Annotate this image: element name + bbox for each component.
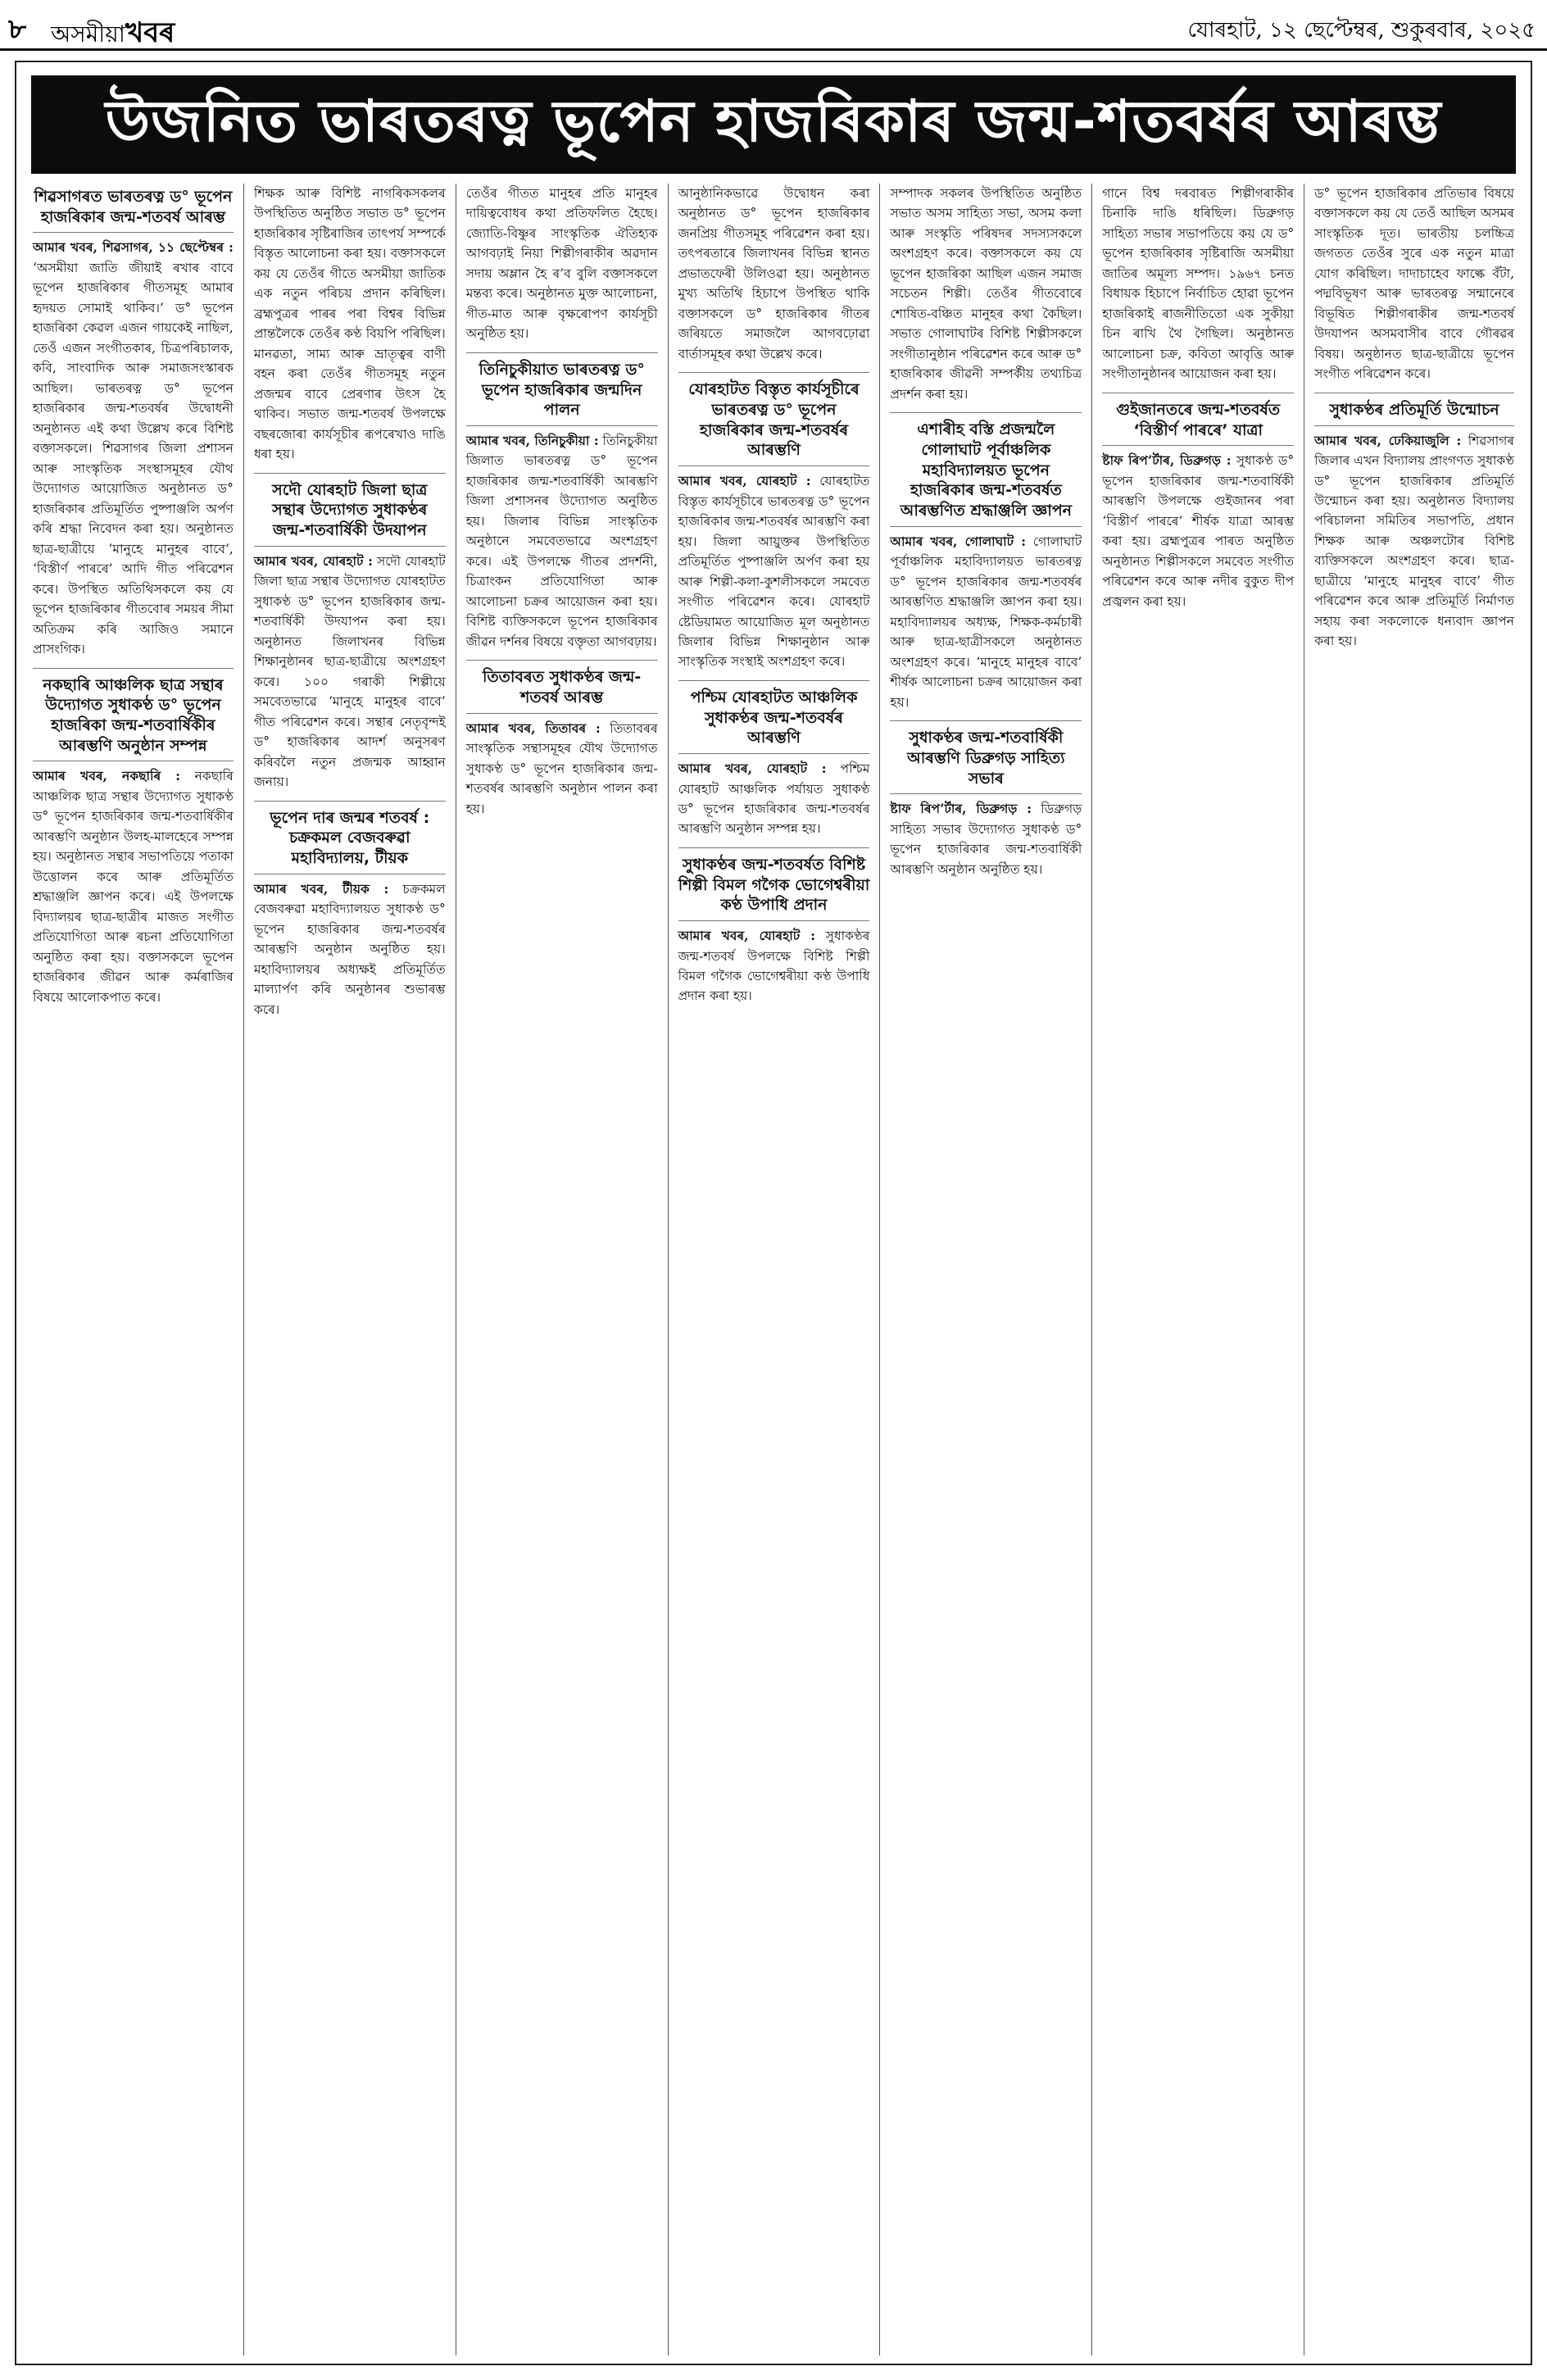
story-text: শিৱসাগৰ জিলাৰ এখন বিদ্যালয় প্ৰাংগণত সুধাকণ্ঠ ড° ভূপেন হাজৰিকাৰ প্ৰতিমূৰ্তি উন্মোচন কৰা হয়। অনুষ্ঠানত বিদ্যালয় পৰিচালনা সমিতিৰ সভাপতি, প্ৰধান শিক্ষক আৰু অঞ্চলটোৰ বিশিষ্ট ব্যক্তিসকলে অংশগ্ৰহণ কৰে। ছাত্ৰ-ছাত্ৰীয়ে ‘মানুহে মানুহৰ বাবে’ গীত পৰিৱেশন কৰে আৰু প্ৰতিমূৰ্তি নিৰ্মাণত সহায় কৰা সকলোকে ধন্যবাদ জ্ঞাপন কৰা হয়।	[1314, 433, 1514, 649]
news-story	[890, 728, 1082, 879]
news-story	[678, 855, 870, 1006]
news-story	[678, 688, 870, 839]
story-body	[33, 238, 234, 659]
news-story	[890, 420, 1082, 712]
article-columns	[31, 184, 1516, 2355]
story-divider	[33, 668, 234, 669]
news-story	[33, 675, 234, 1008]
story-byline: আমাৰ খবৰ, ঢেকিয়াজুলি :	[1314, 432, 1462, 448]
story-body	[1102, 184, 1294, 384]
story-text: গোলাঘাট পূৰ্বাঞ্চলিক মহাবিদ্যালয়ত ভাৰতৰত্ন ড° ভূপেন হাজৰিকাৰ জন্ম-শতবৰ্ষৰ আৰম্ভণিত শ্ৰদ্ধাঞ্জলি জ্ঞাপন কৰা হয়। মহাবিদ্যালয়ৰ অধ্যক্ষ, শিক্ষক-কৰ্মচাৰী আৰু ছাত্ৰ-ছাত্ৰীসকলে অনুষ্ঠানত অংশগ্ৰহণ কৰে। ‘মানুহে মানুহৰ বাবে’ শীৰ্ষক আলোচনা চক্ৰৰ আয়োজন কৰা হয়।	[890, 534, 1082, 710]
story-text: যোৰহাটত বিস্তৃত কাৰ্যসূচীৰে ভাৰতৰত্ন ড° ভূপেন হাজৰিকাৰ জন্ম-শতবৰ্ষৰ আৰম্ভণি কৰা হয়। জিলা আয়ুক্তৰ উপস্থিতিত প্ৰতিমূৰ্তিত পুষ্পাঞ্জলি অৰ্পণ কৰা হয় আৰু শিল্পী-কলা-কুশলীসকলে সমবেত সংগীত পৰিৱেশন কৰে। যোৰহাট ষ্টেডিয়ামত আয়োজিত মূল অনুষ্ঠানত জিলাৰ বিভিন্ন শিক্ষানুষ্ঠান আৰু সাংস্কৃতিক সংস্থাই অংশগ্ৰহণ কৰে।	[678, 474, 870, 670]
story-text: তেওঁৰ গীতত মানুহৰ প্ৰতি মানুহৰ দায়িত্ববোধৰ কথা প্ৰতিফলিত হৈছে। জ্যোতি-বিষ্ণুৰ সাংস্কৃতিক ঐতিহ্যক আগবঢ়াই নিয়া শিল্পীগৰাকীৰ অৱদান সদায় অম্লান হৈ ৰ’ব বুলি বক্তাসকলে মন্তব্য কৰে। অনুষ্ঠানত মুক্ত আলোচনা, গীত-মাত আৰু বৃক্ষৰোপণ কাৰ্যসূচী অনুষ্ঠিত হয়।	[465, 186, 658, 342]
story-body	[678, 759, 870, 839]
story-body	[678, 184, 870, 364]
newspaper-brand	[51, 11, 175, 58]
news-story	[1314, 184, 1514, 384]
page-number: ৮	[8, 13, 27, 46]
story-body	[254, 552, 446, 793]
dateline: যোৰহাট, ১২ ছেপ্টেম্বৰ, শুকুৰবাৰ, ২০২৫	[1187, 18, 1536, 43]
story-body	[466, 184, 658, 344]
story-body	[678, 471, 870, 672]
story-text: তিতাবৰৰ সাংস্কৃতিক সন্থাসমূহৰ যৌথ উদ্যোগত সুধাকণ্ঠ ড° ভূপেন হাজৰিকাৰ জন্ম-শতবৰ্ষৰ আৰম্ভণি অনুষ্ঠান পালন কৰা হয়।	[465, 720, 658, 816]
news-story	[466, 667, 658, 819]
news-column	[668, 184, 880, 2355]
page-header	[0, 0, 1547, 51]
story-text: সুধাকণ্ঠ ড° ভূপেন হাজৰিকাৰ জন্ম-শতবাৰ্ষিকী আৰম্ভণি উপলক্ষে গুইজানৰ পৰা ‘বিস্তীৰ্ণ পাৰৰে’ শীৰ্ষক যাত্ৰা আৰম্ভ কৰা হয়। ব্ৰহ্মপুত্ৰৰ পাৰত অনুষ্ঠিত অনুষ্ঠানত শিল্পীসকলে সমবেত সংগীত পৰিৱেশন কৰে আৰু নদীৰ বুকুত দীপ প্ৰজ্বলন কৰা হয়।	[1102, 453, 1295, 609]
story-headline: তিতাবৰত সুধাকণ্ঠৰ জন্ম-শতবৰ্ষ আৰম্ভ	[466, 667, 658, 713]
story-headline: সুধাকণ্ঠৰ প্ৰতিমূৰ্তি উন্মোচন	[1314, 400, 1514, 426]
news-column	[243, 184, 456, 2355]
story-text: চক্ৰকমল বেজবৰুৱা মহাবিদ্যালয়ত সুধাকণ্ঠ ড° ভূপেন হাজৰিকাৰ জন্ম-শতবৰ্ষৰ আৰম্ভণি অনুষ্ঠান অনুষ্ঠিত হয়। মহাবিদ্যালয়ৰ অধ্যক্ষই প্ৰতিমূৰ্তিত মাল্যাৰ্পণ কৰি অনুষ্ঠানৰ শুভাৰম্ভ কৰে।	[253, 881, 446, 1017]
story-text: তিনিচুকীয়া জিলাত ভাৰতৰত্ন ড° ভূপেন হাজৰিকাৰ জন্ম-শতবাৰ্ষিকী আৰম্ভণি জিলা প্ৰশাসনৰ উদ্যোগত অনুষ্ঠিত হয়। জিলাৰ বিভিন্ন সাংস্কৃতিক অনুষ্ঠানে সমবেতভাৱে অংশগ্ৰহণ কৰে। এই উপলক্ষে গীতৰ প্ৰদৰ্শনী, চিত্ৰাংকন প্ৰতিযোগিতা আৰু আলোচনা চক্ৰৰ আয়োজন কৰা হয়। বিশিষ্ট ব্যক্তিসকলে ভূপেন হাজৰিকাৰ জীৱন দৰ্শনৰ বিষয়ে বক্তৃতা আগবঢ়ায়।	[465, 433, 658, 649]
news-story	[254, 184, 446, 465]
story-body	[890, 799, 1082, 879]
story-headline: সুধাকণ্ঠৰ জন্ম-শতবৰ্ষত বিশিষ্ট শিল্পী বিমল গগৈক ভোগেশ্বৰীয়া কণ্ঠ উপাধি প্ৰদান	[678, 855, 870, 921]
headline-banner	[31, 75, 1516, 174]
story-headline: শিৱসাগৰত ভাৰতৰত্ন ড° ভূপেন হাজৰিকাৰ জন্ম-শতবৰ্ষ আৰম্ভ	[33, 187, 234, 233]
news-story	[678, 379, 870, 672]
story-headline: সুধাকণ্ঠৰ জন্ম-শতবাৰ্ষিকী আৰম্ভণি ডিব্ৰুগড় সাহিত্য সভাৰ	[890, 728, 1082, 794]
story-byline: আমাৰ খবৰ, যোৰহাট :	[678, 473, 811, 489]
news-column	[31, 184, 243, 2355]
story-byline: আমাৰ খবৰ, নকছাৰি :	[33, 768, 181, 784]
story-body	[890, 184, 1082, 404]
story-byline: আমাৰ খবৰ, শিৱসাগৰ, ১১ ছেপ্টেম্বৰ :	[33, 239, 234, 256]
news-story	[254, 480, 446, 793]
story-body	[1314, 184, 1514, 384]
story-byline: ষ্টাফ ৰিপ’ৰ্টাৰ, ডিব্ৰুগড় :	[1102, 452, 1232, 469]
story-divider	[678, 680, 870, 681]
story-byline: আমাৰ খবৰ, তিতাবৰ :	[465, 720, 601, 736]
story-byline: ষ্টাফ ৰিপ’ৰ্টাৰ, ডিব্ৰুগড় :	[890, 801, 1032, 817]
story-text: সুধাকণ্ঠৰ জন্ম-শতবৰ্ষ উপলক্ষে বিশিষ্ট শিল্পী বিমল গগৈক ভোগেশ্বৰীয়া কণ্ঠ উপাধি প্ৰদান কৰা হয়।	[678, 929, 870, 1004]
story-text: আনুষ্ঠানিকভাৱে উদ্বোধন কৰা অনুষ্ঠানত ড° ভূপেন হাজৰিকাৰ জনপ্ৰিয় গীতসমূহ পৰিৱেশন কৰা হয়। তৎপৰতাৰে জিলাখনৰ বিভিন্ন স্থানত প্ৰভাতফেৰী উলিওৱা হয়। অনুষ্ঠানত মুখ্য অতিথি হিচাপে উপস্থিত থাকি বক্তাসকলে ড° হাজৰিকাৰ গীতৰ জৰিয়তে সমাজলৈ আগবঢ়োৱা বাৰ্তাসমূহৰ কথা উল্লেখ কৰে।	[678, 186, 870, 361]
story-headline: নকছাৰি আঞ্চলিক ছাত্ৰ সন্থাৰ উদ্যোগত সুধাকণ্ঠ ড° ভূপেন হাজৰিকা জন্ম-শতবাৰ্ষিকীৰ আৰম্ভণি অনুষ্ঠান সম্পন্ন	[33, 675, 234, 762]
story-divider	[890, 412, 1082, 413]
main-headline: উজনিত ভাৰতৰত্ন ভূপেন হাজৰিকাৰ জন্ম-শতবৰ্ষৰ আৰম্ভ	[105, 87, 1442, 155]
story-text: পশ্চিম যোৰহাট আঞ্চলিক পৰ্যায়ত সুধাকণ্ঠ ড° ভূপেন হাজৰিকাৰ জন্ম-শতবৰ্ষৰ আৰম্ভণি অনুষ্ঠান সম্পন্ন হয়।	[678, 761, 870, 837]
story-headline: ভূপেন দাৰ জন্মৰ শতবৰ্ষ : চক্ৰকমল বেজবৰুৱা মহাবিদ্যালয়, টীয়ক	[254, 808, 446, 874]
story-byline: আমাৰ খবৰ, যোৰহাট :	[253, 552, 373, 569]
news-story	[466, 360, 658, 652]
story-body	[33, 766, 234, 1007]
story-text: ‘অসমীয়া জাতি জীয়াই ৰখাৰ বাবে ভূপেন হাজৰিকাৰ গীতসমূহ আমাৰ হৃদয়ত সোমাই থাকিব।’ ড° ভূপেন হাজৰিকা কেৱল এজন গায়কেই নাছিল, তেওঁ এজন সংগীতকাৰ, চিত্ৰপৰিচালক, কবি, সাংবাদিক আৰু সমাজসংস্কাৰক আছিল। ভাৰতৰত্ন ড° ভূপেন হাজৰিকাৰ জন্ম-শতবৰ্ষৰ উদ্বোধনী অনুষ্ঠানত এই কথা উল্লেখ কৰে বিশিষ্ট বক্তাসকলে। শিৱসাগৰ জিলা প্ৰশাসন আৰু সাংস্কৃতিক সংস্থাসমূহৰ যৌথ উদ্যোগত আয়োজিত অনুষ্ঠানত ড° হাজৰিকাৰ প্ৰতিমূৰ্তিত পুষ্পাঞ্জলি অৰ্পণ কৰি শ্ৰদ্ধা নিবেদন কৰা হয়। অনুষ্ঠানত ছাত্ৰ-ছাত্ৰীয়ে ‘মানুহে মানুহৰ বাবে’, ‘বিস্তীৰ্ণ পাৰৰে’ আদি গীত পৰিৱেশন কৰে। উপস্থিত অতিথিসকলে কয় যে ভূপেন হাজৰিকাৰ গীতবোৰ সময়ৰ সীমা অতিক্ৰম কৰি আজিও সমানে প্ৰাসংগিক।	[33, 260, 234, 657]
story-text: নকছাৰি আঞ্চলিক ছাত্ৰ সন্থাৰ উদ্যোগত সুধাকণ্ঠ ড° ভূপেন হাজৰিকাৰ জন্ম-শতবাৰ্ষিকীৰ আৰম্ভণি অনুষ্ঠান উলহ-মালহেৰে সম্পন্ন হয়। অনুষ্ঠানত সন্থাৰ সভাপতিয়ে পতাকা উত্তোলন কৰে আৰু প্ৰতিমূৰ্তিত শ্ৰদ্ধাঞ্জলি জ্ঞাপন কৰে। এই উপলক্ষে বিদ্যালয়ৰ ছাত্ৰ-ছাত্ৰীৰ মাজত সংগীত প্ৰতিযোগিতা আৰু ৰচনা প্ৰতিযোগিতা অনুষ্ঠিত কৰা হয়। বক্তাসকলে ভূপেন হাজৰিকাৰ জীৱন আৰু কৰ্মৰাজিৰ বিষয়ে আলোকপাত কৰে।	[33, 769, 234, 1005]
story-body	[678, 926, 870, 1006]
story-body	[890, 532, 1082, 712]
story-byline: আমাৰ খবৰ, টীয়ক :	[253, 880, 389, 897]
news-story	[890, 184, 1082, 404]
news-story	[678, 184, 870, 364]
story-divider	[678, 847, 870, 848]
story-headline: এশাৰীহ বস্তি প্ৰজন্মলৈ গোলাঘাট পূৰ্বাঞ্চলিক মহাবিদ্যালয়ত ভূপেন হাজৰিকাৰ জন্ম-শতবৰ্ষত আৰম্ভণিত শ্ৰদ্ধাঞ্জলি জ্ঞাপন	[890, 420, 1082, 526]
story-headline: সদৌ যোৰহাট জিলা ছাত্ৰ সন্থাৰ উদ্যোগত সুধাকণ্ঠৰ জন্ম-শতবাৰ্ষিকী উদযাপন	[254, 480, 446, 547]
story-body	[254, 184, 446, 465]
story-text: সদৌ যোৰহাট জিলা ছাত্ৰ সন্থাৰ উদ্যোগত যোৰহাটত সুধাকণ্ঠ ড° ভূপেন হাজৰিকাৰ জন্ম-শতবাৰ্ষিকী উদযাপন কৰা হয়। অনুষ্ঠানত জিলাখনৰ বিভিন্ন শিক্ষানুষ্ঠানৰ ছাত্ৰ-ছাত্ৰীয়ে অংশগ্ৰহণ কৰে। ১০০ গৰাকী শিল্পীয়ে সমবেতভাৱে ‘মানুহে মানুহৰ বাবে’ গীত পৰিৱেশন কৰে। সন্থাৰ নেতৃবৃন্দই ড° হাজৰিকাৰ আদৰ্শ অনুসৰণ কৰিবলৈ নতুন প্ৰজন্মক আহ্বান জনায়।	[253, 553, 446, 790]
story-body	[1314, 431, 1514, 652]
story-divider	[254, 801, 446, 802]
story-body	[466, 431, 658, 652]
story-headline: পশ্চিম যোৰহাটত আঞ্চলিক সুধাকণ্ঠৰ জন্ম-শতবৰ্ষৰ আৰম্ভণি	[678, 688, 870, 754]
story-divider	[678, 372, 870, 373]
brand-name: খবৰ	[125, 16, 175, 49]
story-byline: আমাৰ খবৰ, যোৰহাট :	[678, 761, 827, 777]
story-headline: যোৰহাটত বিস্তৃত কাৰ্যসূচীৰে ভাৰতৰত্ন ড° ভূপেন হাজৰিকাৰ জন্ম-শতবৰ্ষৰ আৰম্ভণি	[678, 379, 870, 466]
story-divider	[254, 473, 446, 474]
story-byline: আমাৰ খবৰ, গোলাঘাট :	[890, 533, 1027, 549]
news-story	[466, 184, 658, 344]
story-body	[254, 879, 446, 1020]
story-divider	[890, 720, 1082, 721]
news-column	[1304, 184, 1516, 2355]
story-headline: তিনিচুকীয়াত ভাৰতৰত্ন ড° ভূপেন হাজৰিকাৰ জন্মদিন পালন	[466, 360, 658, 426]
story-byline: আমাৰ খবৰ, তিনিচুকীয়া :	[465, 432, 599, 448]
news-story	[254, 808, 446, 1020]
story-body	[466, 719, 658, 819]
story-divider	[466, 660, 658, 661]
story-text: গানে বিশ্ব দৰবাৰত শিল্পীগৰাকীৰ চিনাকি দাঙি ধৰিছিল। ডিব্ৰুগড় সাহিত্য সভাৰ সভাপতিয়ে কয় যে ড° ভূপেন হাজৰিকাৰ সৃষ্টিৰাজি অসমীয়া জাতিৰ অমূল্য সম্পদ। ১৯৬৭ চনত বিধায়ক হিচাপে নিৰ্বাচিত হোৱা ভূপেন হাজৰিকাই ৰাজনীতিতো এক সুকীয়া চিন ৰাখি থৈ গৈছিল। অনুষ্ঠানত আলোচনা চক্ৰ, কবিতা আবৃত্তি আৰু সংগীতানুষ্ঠানৰ আয়োজন কৰা হয়।	[1102, 186, 1295, 382]
news-story	[1102, 184, 1294, 384]
story-body	[1102, 451, 1294, 611]
story-text: সম্পাদক সকলৰ উপস্থিতিত অনুষ্ঠিত সভাত অসম সাহিত্য সভা, অসম কলা আৰু সংস্কৃতি পৰিষদৰ সদস্যসকলে অংশগ্ৰহণ কৰে। বক্তাসকলে কয় যে ভূপেন হাজৰিকা আছিল এজন সমাজ সচেতন শিল্পী। তেওঁৰ গীতবোৰে শোষিত-বঞ্চিত মানুহৰ কথা কৈছিল। সভাত গোলাঘাটৰ বিশিষ্ট শিল্পীসকলে সংগীতানুষ্ঠান পৰিৱেশন কৰে আৰু ড° হাজৰিকাৰ জীৱনী সম্পৰ্কীয় তথ্যচিত্ৰ প্ৰদৰ্শন কৰা হয়।	[890, 186, 1082, 402]
news-story	[33, 187, 234, 660]
news-column	[456, 184, 668, 2355]
story-headline: গুইজানতৰে জন্ম-শতবৰ্ষত ‘বিস্তীৰ্ণ পাৰৰে’ যাত্ৰা	[1102, 400, 1294, 446]
news-story	[1314, 400, 1514, 652]
news-column	[1091, 184, 1304, 2355]
story-text: ড° ভূপেন হাজৰিকাৰ প্ৰতিভাৰ বিষয়ে বক্তাসকলে কয় যে তেওঁ আছিল অসমৰ সাংস্কৃতিক দূত। ভাৰতীয় চলচ্চিত্ৰ জগতত তেওঁৰ সুৰে এক নতুন মাত্ৰা যোগ কৰিছিল। দাদাচাহেব ফাল্কে বঁটা, পদ্মবিভূষণ আৰু ভাৰতৰত্ন সন্মানেৰে বিভূষিত শিল্পীগৰাকীৰ জন্ম-শতবৰ্ষ উদযাপন অসমবাসীৰ বাবে গৌৰৱৰ বিষয়। অনুষ্ঠানত ছাত্ৰ-ছাত্ৰীয়ে ভূপেন সংগীত পৰিৱেশন কৰে।	[1314, 186, 1514, 382]
brand-prefix: অসমীয়া	[51, 20, 125, 48]
story-byline: আমাৰ খবৰ, যোৰহাট :	[678, 928, 816, 944]
story-text: ডিব্ৰুগড় সাহিত্য সভাৰ উদ্যোগত সুধাকণ্ঠ ড° ভূপেন হাজৰিকাৰ জন্ম-শতবাৰ্ষিকী আৰম্ভণি অনুষ্ঠান অনুষ্ঠিত হয়।	[890, 802, 1082, 877]
story-divider	[466, 352, 658, 353]
story-text: শিক্ষক আৰু বিশিষ্ট নাগৰিকসকলৰ উপস্থিতিত অনুষ্ঠিত সভাত ড° ভূপেন হাজৰিকাৰ সৃষ্টিৰাজিৰ তাৎপৰ্য সম্পৰ্কে বিস্তৃত আলোচনা কৰা হয়। বক্তাসকলে কয় যে তেওঁৰ গীতে অসমীয়া জাতিক এক নতুন পৰিচয় প্ৰদান কৰিছিল। ব্ৰহ্মপুত্ৰৰ পাৰৰ পৰা বিশ্বৰ বিভিন্ন প্ৰান্তলৈকে তেওঁৰ কণ্ঠ বিয়পি পৰিছিল। মানৱতা, সাম্য আৰু ভ্ৰাতৃত্বৰ বাণী বহন কৰা তেওঁৰ গীতসমূহ নতুন প্ৰজন্মৰ বাবে প্ৰেৰণাৰ উৎস হৈ থাকিব। সভাত জন্ম-শতবৰ্ষ উপলক্ষে বছৰজোৰা কাৰ্যসূচীৰ ৰূপৰেখাও দাঙি ধৰা হয়।	[253, 186, 446, 462]
news-story	[1102, 400, 1294, 611]
news-column	[879, 184, 1091, 2355]
